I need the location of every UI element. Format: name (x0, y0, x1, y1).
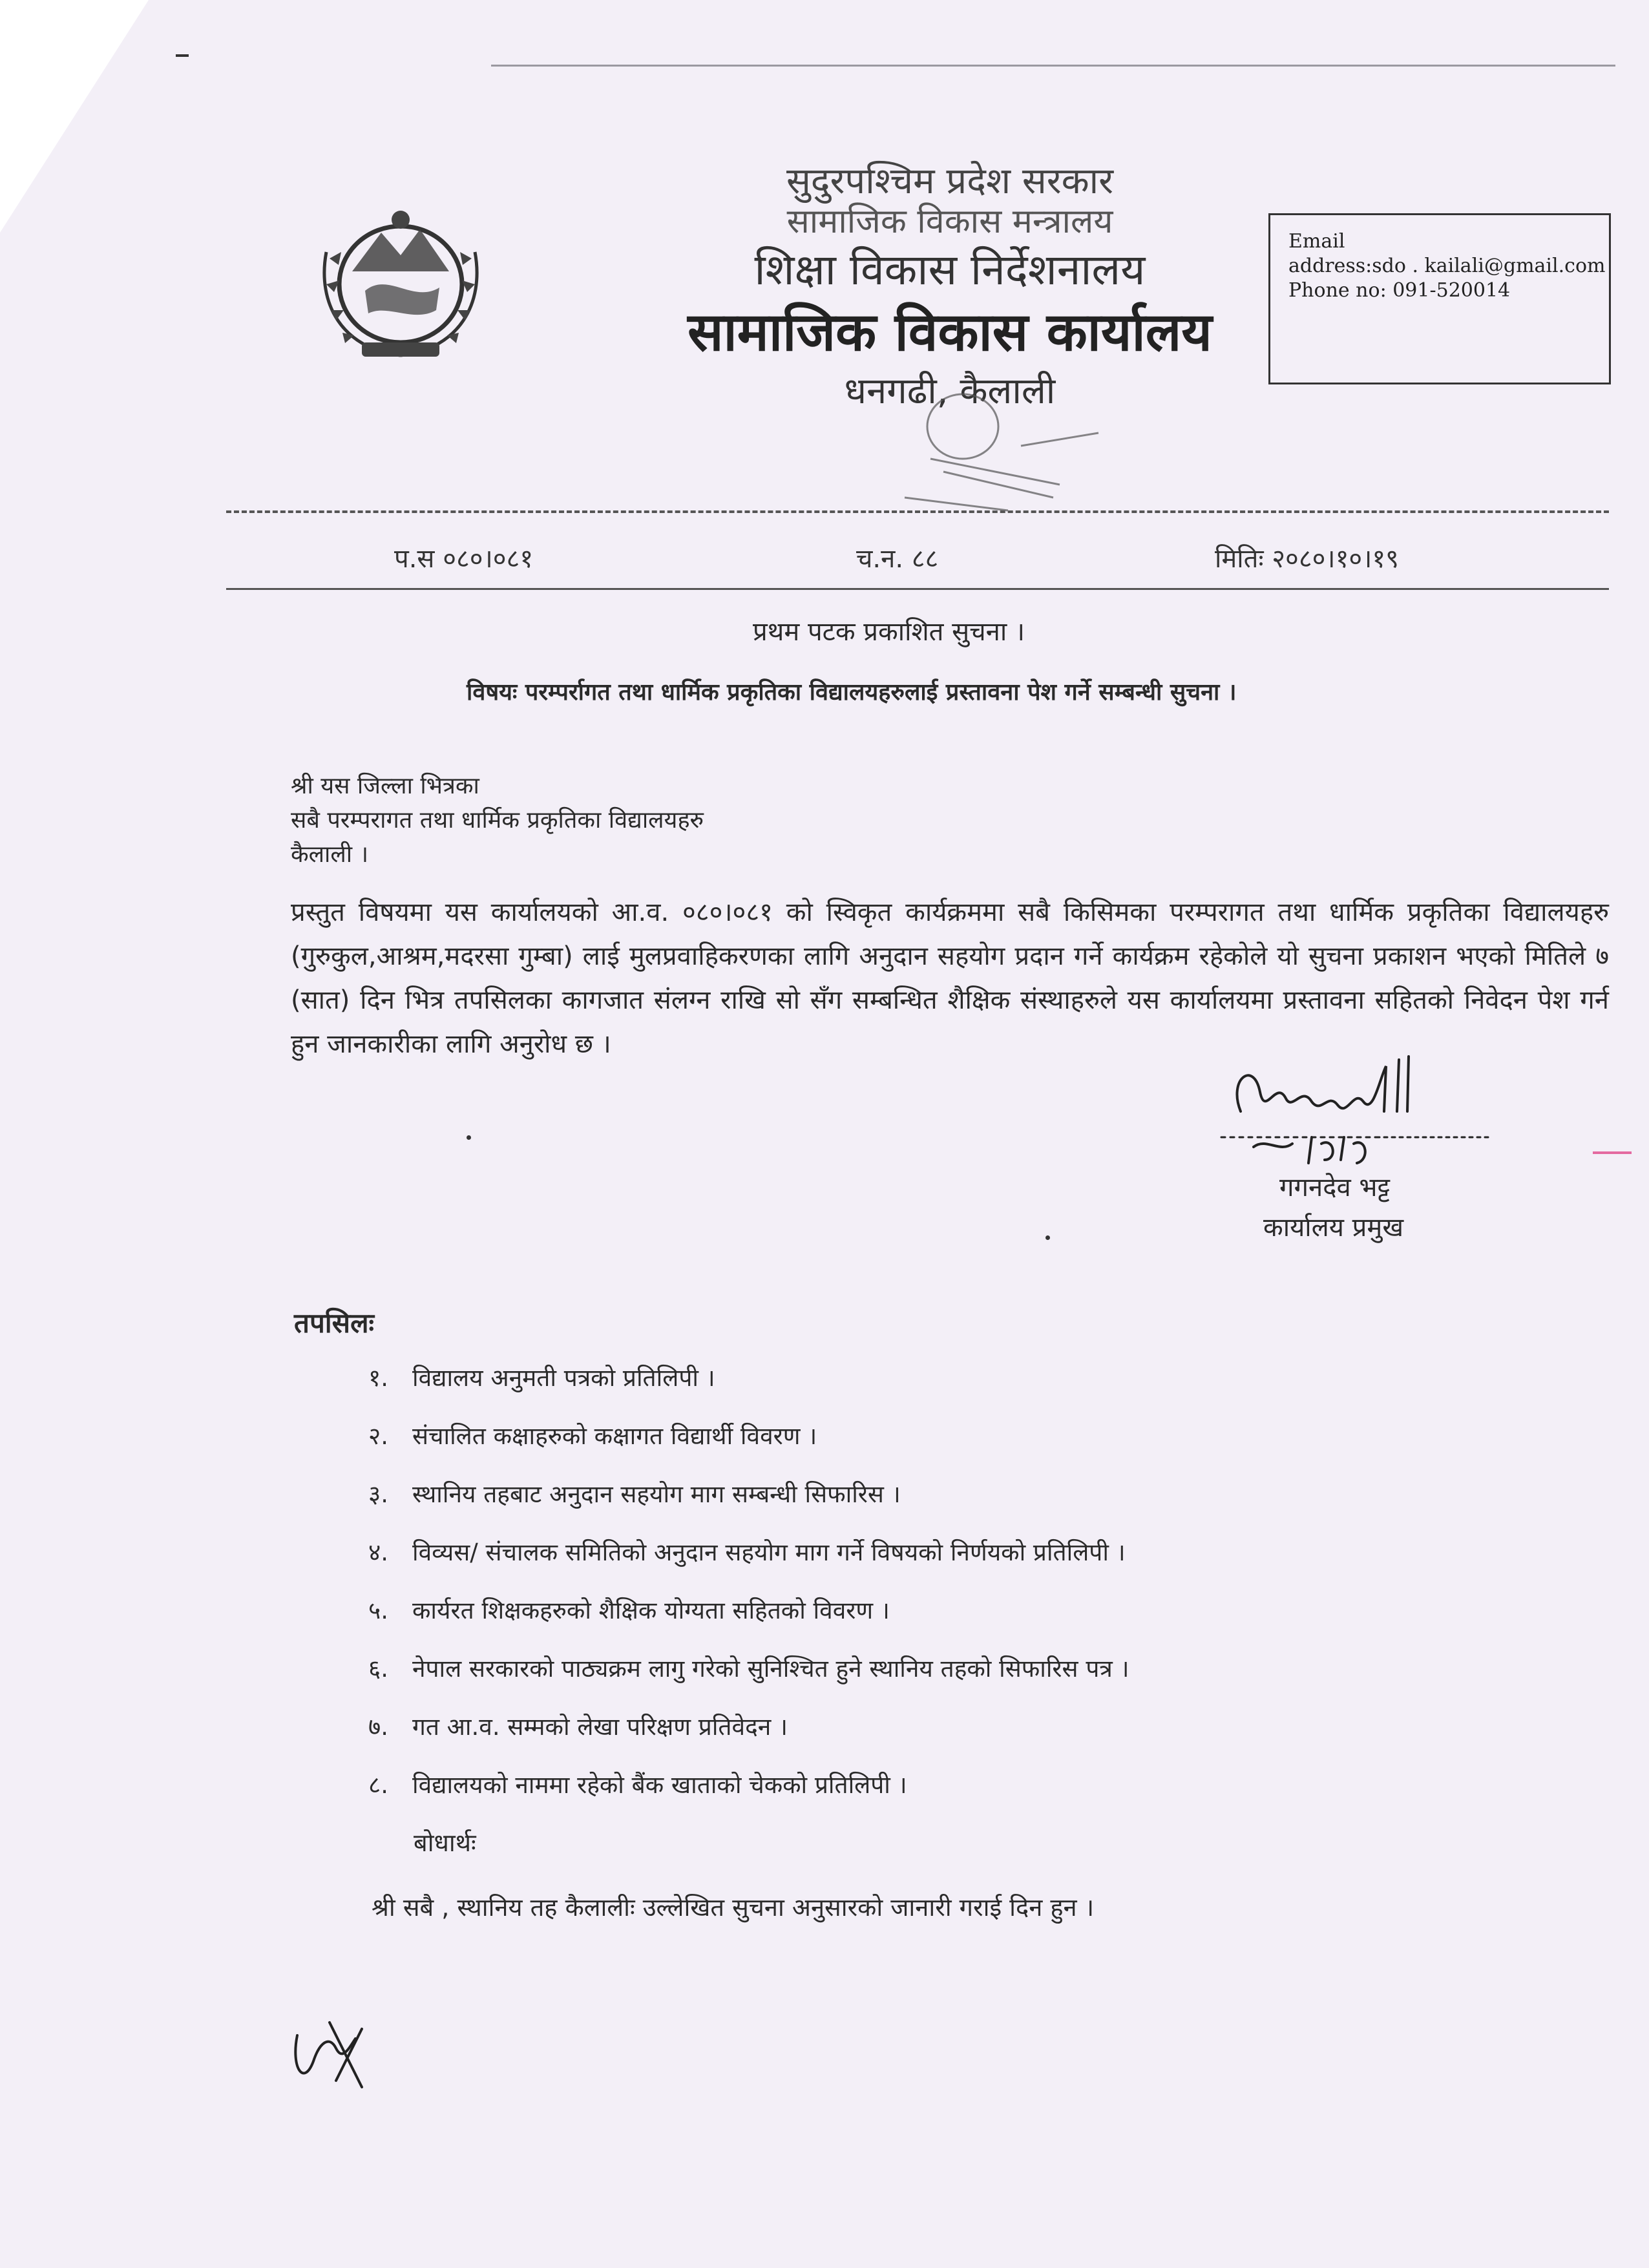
list-item (368, 1476, 1129, 1535)
bodhartha-text: श्री सबै , स्थानिय तह कैलालीः उल्लेखित सुचना अनुसारको जानारी गराई दिन हुन । (372, 1893, 1095, 1922)
header-province: सुदुरपश्चिम प्रदेश सरकार (786, 160, 1114, 202)
reference-date: मितिः २०८०।१०।१९ (1215, 544, 1399, 574)
reference-patra-sankhya: प.स ०८०।०८१ (394, 544, 534, 574)
addressee-line-3: कैलाली । (291, 841, 369, 868)
list-item (368, 1593, 1129, 1651)
list-item-number: ४. (368, 1538, 389, 1566)
list-item-text: विव्यस/ संचालक समितिको अनुदान सहयोग माग गर्ने विषयको निर्णयको प्रतिलिपी । (412, 1538, 1126, 1566)
header-office-name: सामाजिक विकास कार्यालय (688, 302, 1212, 363)
signature-icon (1215, 1040, 1499, 1176)
list-item (368, 1418, 1129, 1476)
list-item-number: ८. (368, 1771, 389, 1799)
header-divider-solid (226, 588, 1609, 590)
addressee-line-1: श्री यस जिल्ला भित्रका (291, 773, 479, 799)
ink-speck (1045, 1235, 1050, 1240)
reference-chalani-number: च.न. ८८ (856, 544, 939, 574)
attachments-heading: तपसिलः (294, 1307, 375, 1339)
list-item (368, 1360, 1129, 1418)
list-item-text: विद्यालय अनुमती पत्रको प्रतिलिपी । (412, 1364, 715, 1392)
list-item-text: गत आ.व. सम्मको लेखा परिक्षण प्रतिवेदन । (412, 1713, 788, 1741)
header-ministry: सामाजिक विकास मन्त्रालय (786, 202, 1113, 241)
scan-mark (176, 54, 189, 57)
pink-pen-mark (1593, 1151, 1632, 1154)
list-item-number: १. (368, 1364, 389, 1392)
bodhartha-label: बोधार्थः (414, 1829, 476, 1857)
list-item-number: ७. (368, 1713, 389, 1741)
notice-title: प्रथम पटक प्रकाशित सुचना । (753, 617, 1025, 647)
signatory-name: गगनदेव भट्ट (1279, 1173, 1391, 1202)
notice-subject: विषयः परम्पर्रागत तथा धार्मिक प्रकृतिका विद्यालयहरुलाई प्रस्तावना पेश गर्ने सम्बन्धी सुचना । (467, 679, 1237, 706)
list-item (368, 1767, 1129, 1825)
contact-email: address:sdo . kailali@gmail.com (1288, 255, 1606, 277)
list-item (368, 1535, 1129, 1593)
signatory-designation: कार्यालय प्रमुख (1263, 1213, 1404, 1243)
header-location: धनगढी, कैलाली (844, 370, 1056, 412)
office-stamp-icon (892, 388, 1111, 517)
list-item-number: ६. (368, 1655, 389, 1683)
attachments-list (368, 1360, 1129, 1825)
list-item-text: विद्यालयको नाममा रहेको बैंक खाताको चेकको प्रतिलिपी । (412, 1771, 907, 1799)
contact-phone: Phone no: 091-520014 (1288, 279, 1511, 302)
list-item (368, 1651, 1129, 1709)
list-item-number: २. (368, 1422, 389, 1450)
contact-box (1268, 213, 1611, 384)
contact-email-label: Email (1288, 230, 1345, 253)
initials-icon (284, 2010, 375, 2094)
list-item-text: संचालित कक्षाहरुको कक्षागत विद्यार्थी विवरण । (412, 1422, 817, 1450)
list-item-number: ३. (368, 1480, 389, 1508)
list-item-text: कार्यरत शिक्षकहरुको शैक्षिक योग्यता सहितको विवरण । (412, 1597, 890, 1624)
list-item-text: नेपाल सरकारको पाठ्यक्रम लागु गरेको सुनिश्चित हुने स्थानिय तहको सिफारिस पत्र । (412, 1655, 1129, 1683)
addressee-line-2: सबै परम्परागत तथा धार्मिक प्रकृतिका विद्यालयहरु (291, 807, 704, 834)
list-item-text: स्थानिय तहबाट अनुदान सहयोग माग सम्बन्धी सिफारिस । (412, 1480, 901, 1508)
header-divider-dashed (226, 510, 1609, 513)
nepal-emblem-icon (304, 194, 498, 378)
ink-speck (467, 1135, 471, 1140)
page-corner-fold (0, 0, 149, 233)
list-item-number: ५. (368, 1597, 389, 1624)
top-edge-line (491, 65, 1615, 67)
header-directorate: शिक्षा विकास निर्देशनालय (754, 245, 1146, 295)
list-item (368, 1709, 1129, 1767)
notice-body: प्रस्तुत विषयमा यस कार्यालयको आ.व. ०८०।०८१ को स्विकृत कार्यक्रममा सबै किसिमका परम्परागत तथा धार्मिक प्रकृतिका विद्यालयहरु (गुरुकुल,आश्रम,मदरसा गुम्बा) लाई मुलप्रवाहिकरणका लागि अनुदान सहयोग प्रदान गर्ने कार्यक्रम रहेकोले यो सुचना प्रकाशन भएको मितिले ७ (सात) दिन भित्र तपसिलका कागजात संलग्न राखि सो सँग सम्बन्धित शैक्षिक संस्थाहरुले यस कार्यालयमा प्रस्तावना सहितको निवेदन पेश गर्न हुन जानकारीका लागि अनुरोध छ । (291, 898, 1609, 1059)
